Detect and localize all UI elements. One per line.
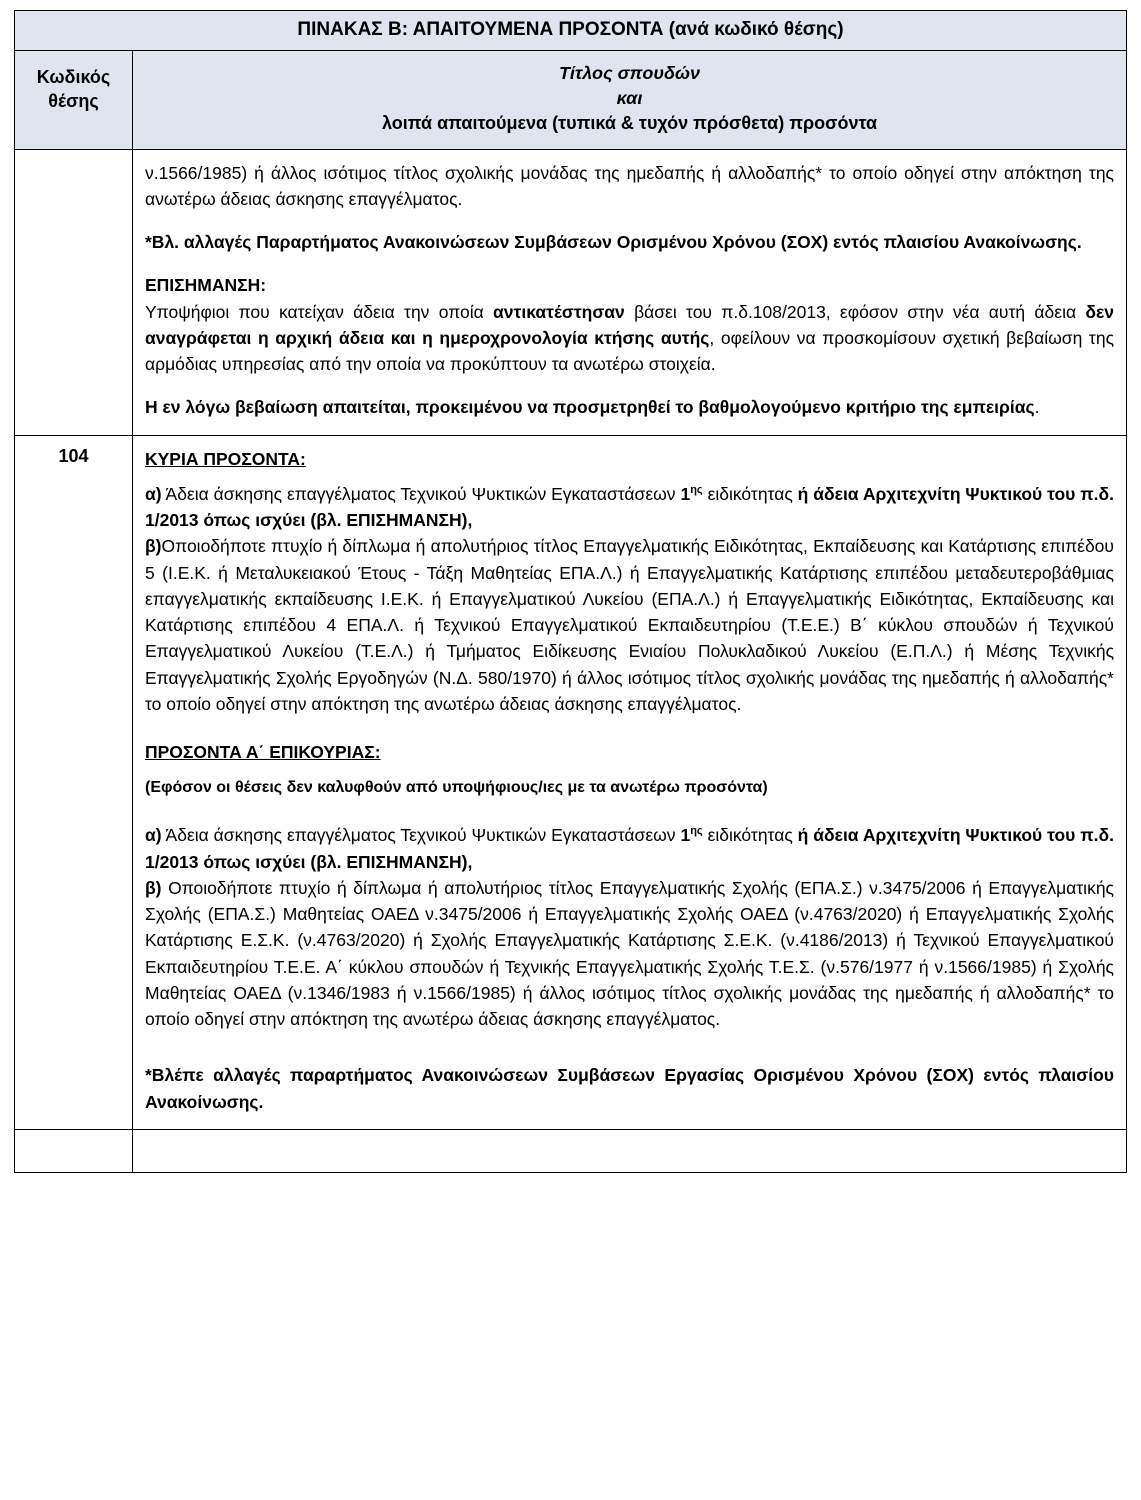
certificate-required-end: . [1034, 397, 1040, 418]
table-row [15, 435, 1127, 1129]
row-code-104: 104 [15, 435, 133, 1129]
heading-auxiliary-qualifications: ΠΡΟΣΟΝΤΑ Α΄ ΕΠΙΚΟΥΡΙΑΣ: [145, 742, 381, 763]
episimansi-text-e: , οφείλουν να προσκομίσουν σχετική βεβαίωση της αρμόδιας υπηρεσίας από την οποία να προκύπτουν τα ανωτέρω στοιχεία. [145, 327, 1114, 375]
paragraph-episimansi-body [145, 299, 1114, 378]
empty-cell-content [133, 1129, 1127, 1172]
aux-a-text2: ειδικότητας [702, 825, 798, 846]
column-header-qual-line1: Τίτλος σπουδών [558, 63, 701, 83]
requirements-table [14, 10, 1127, 1173]
table-header-columns-row [15, 51, 1127, 150]
heading-episimansi: ΕΠΙΣΗΜΑΝΣΗ: [145, 275, 267, 296]
main-a-text2: ειδικότητας [702, 483, 798, 504]
paragraph-main-b [145, 533, 1114, 717]
episimansi-text-a: Υποψήφιοι που κατείχαν άδεια την οποία [145, 301, 494, 322]
paragraph-aux-b [145, 875, 1114, 1033]
aux-a-label: α) [145, 825, 162, 846]
row-code-empty [15, 149, 133, 435]
row-content-continuation [133, 149, 1127, 435]
table-header-title-row [15, 11, 1127, 51]
main-a-text1: Άδεια άσκησης επαγγέλματος Τεχνικού Ψυκτικών Εγκαταστάσεων [161, 483, 681, 504]
aux-b-label: β) [145, 877, 162, 898]
paragraph-continuation: ν.1566/1985) ή άλλος ισότιμος τίτλος σχολικής μονάδας της ημεδαπής ή αλλοδαπής* το οποίο οδηγεί στην απόκτηση της ανωτέρω άδειας άσκησης επαγγέλματος. [145, 162, 1114, 209]
column-header-qualifications [133, 51, 1127, 150]
paragraph-certificate-required [145, 394, 1114, 420]
main-b-text: Οποιοδήποτε πτυχίο ή δίπλωμα ή απολυτήριος τίτλος Επαγγελματικής Ειδικότητας, Εκπαίδευσης και Κατάρτισης επιπέδου 5 (Ι.Ε.Κ. ή Μεταλυκειακού Έτους - Τάξη Μαθητείας ΕΠΑ.Λ.) ή Επαγγελματικής Κατάρτισης επιπέδου μεταδευτεροβάθμιας επαγγελματικής εκπαίδευσης Ι.Ε.Κ. ή Επαγγελματικού Λυκείου (ΕΠΑ.Λ.) ή Επαγγελματικής Ειδικότητας, Εκπαίδευσης και Κατάρτισης επιπέδου 4 ΕΠΑ.Λ. ή Τεχνικού Επαγγελματικού Εκπαιδευτηρίου (Τ.Ε.Ε.) Β΄ κύκλου σπουδών ή Τεχνικού Επαγγελματικού Λυκείου (Τ.Ε.Λ.) ή Τμήματος Ειδίκευσης Ενιαίου Πολυκλαδικού Λυκείου (Ε.Π.Λ.) ή Μέσης Τεχνικής Επαγγελματικής Σχολής Εργοδηγών (Ν.Δ. 580/1970) ή άλλος ισότιμος τίτλος σχολικής μονάδας της ημεδαπής ή αλλοδαπής* το οποίο οδηγεί στην απόκτηση της ανωτέρω άδειας άσκησης επαγγέλματος. [145, 536, 1114, 714]
aux-a-superscript: ης [690, 825, 703, 838]
empty-cell-code [15, 1129, 133, 1172]
episimansi-text-d: δεν αναγράφεται η αρχική άδεια και η ημεροχρονολογία κτήσης αυτής [145, 301, 1115, 348]
main-a-superscript: ης [690, 483, 703, 496]
column-header-code-line2: θέσης [48, 91, 99, 112]
paragraph-main-a [145, 481, 1114, 534]
main-a-number: 1 [680, 483, 691, 504]
table-row-empty [15, 1129, 1127, 1172]
main-b-label: β) [145, 536, 162, 557]
heading-main-qualifications: ΚΥΡΙΑ ΠΡΟΣΟΝΤΑ: [145, 448, 306, 469]
certificate-required-bold: Η εν λόγω βεβαίωση απαιτείται, προκειμένου να προσμετρηθεί το βαθμολογούμενο κριτήριο της εμπειρίας [145, 397, 1035, 418]
aux-a-number: 1 [680, 825, 691, 846]
episimansi-text-b: αντικατέστησαν [493, 301, 625, 322]
aux-a-bold: ή άδεια Αρχιτεχνίτη Ψυκτικού του π.δ. 1/2013 όπως ισχύει (βλ. ΕΠΙΣΗΜΑΝΣΗ), [145, 825, 1114, 872]
episimansi-text-c: βάσει του π.δ.108/2013, εφόσον στην νέα αυτή άδεια [624, 301, 1086, 322]
column-header-code [15, 51, 133, 150]
main-a-bold: ή άδεια Αρχιτεχνίτη Ψυκτικού του π.δ. 1/2013 όπως ισχύει (βλ. ΕΠΙΣΗΜΑΝΣΗ), [145, 483, 1114, 531]
paragraph-annex-note: *Βλ. αλλαγές Παραρτήματος Ανακοινώσεων Συμβάσεων Ορισμένου Χρόνου (ΣΟΧ) εντός πλαισίου Ανακοίνωσης. [145, 232, 1082, 253]
aux-a-text1: Άδεια άσκησης επαγγέλματος Τεχνικού Ψυκτικών Εγκαταστάσεων [161, 825, 681, 846]
note-auxiliary-condition: (Εφόσον οι θέσεις δεν καλυφθούν από υποψήφιους/ιες με τα ανωτέρω προσόντα) [145, 779, 768, 797]
aux-b-text: Οποιοδήποτε πτυχίο ή δίπλωμα ή απολυτήριος τίτλος Επαγγελματικής Σχολής (ΕΠΑ.Σ.) ν.3475/2006 ή Επαγγελματικής Σχολής (ΕΠΑ.Σ.) Μαθητείας ΟΑΕΔ ν.3475/2006 ή Επαγγελματικής Σχολής ΟΑΕΔ (ν.4763/2020) ή Επαγγελματικής Σχολής Κατάρτισης Ε.Σ.Κ. (ν.4763/2020) ή Σχολής Επαγγελματικής Κατάρτισης Σ.Ε.Κ. (ν.4186/2013) ή Τεχνικού Επαγγελματικού Εκπαιδευτηρίου Τ.Ε.Ε. Α΄ κύκλου σπουδών ή Τεχνικής Επαγγελματικής Σχολής Τ.Ε.Σ. (ν.576/1977 ή ν.1566/1985) ή Σχολής Μαθητείας ΟΑΕΔ (ν.1346/1983 ή ν.1566/1985) ή άλλος ισότιμος τίτλος σχολικής μονάδας της ημεδαπής ή αλλοδαπής* το οποίο οδηγεί στην απόκτηση της ανωτέρω άδειας άσκησης επαγγέλματος. [145, 877, 1114, 1030]
column-header-qual-line3: λοιπά απαιτούμενα (τυπικά & τυχόν πρόσθετα) προσόντα [381, 113, 878, 134]
table-row [15, 149, 1127, 435]
paragraph-aux-a [145, 822, 1114, 875]
paragraph-footnote: *Βλέπε αλλαγές παραρτήματος Ανακοινώσεων Συμβάσεων Εργασίας Ορισμένου Χρόνου (ΣΟΧ) εντός πλαισίου Ανακοίνωσης. [145, 1065, 1114, 1112]
column-header-qual-line2: και [616, 88, 643, 109]
main-a-label: α) [145, 483, 162, 504]
row-content-104 [133, 435, 1127, 1129]
column-header-code-line1: Κωδικός [36, 67, 111, 87]
table-main-title: ΠΙΝΑΚΑΣ Β: ΑΠΑΙΤΟΥΜΕΝΑ ΠΡΟΣΟΝΤΑ (ανά κωδικό θέσης) [15, 11, 1127, 51]
